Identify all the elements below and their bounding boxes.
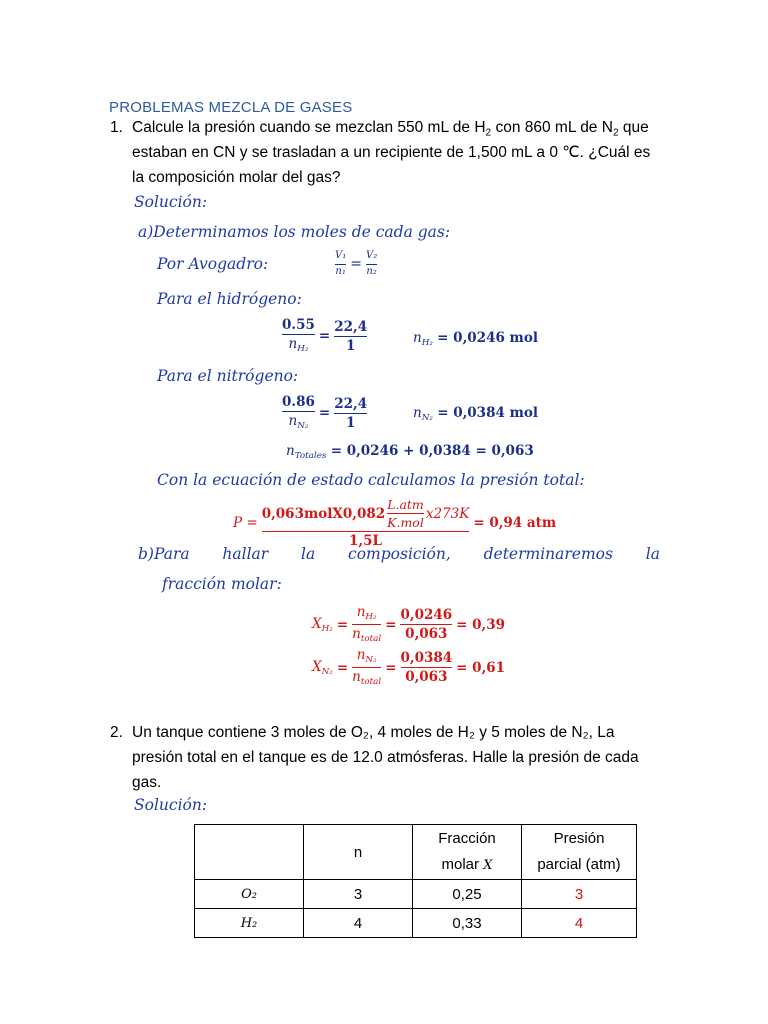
avogadro-label: Por Avogadro:: [157, 255, 269, 273]
hidrogeno-equation: $\frac{0.55}{n_{H_2}}$ = $\frac{22,4}{1}$: [282, 317, 368, 355]
xh2-equation: $X_{H_2}$ = $\frac{n_{H_2}}{n_{total}}$ = $\frac{0,0246}{0,063}$ = 0,39: [312, 604, 506, 645]
table-cell-p: 4: [522, 909, 637, 938]
step-a-heading: a)Determinamos los moles de cada gas:: [138, 223, 451, 241]
avogadro-equation: $\frac{\text{V₁}}{\text{n₁}}$ = $\frac{\text{V₂}}{\text{n₂}}$: [335, 250, 378, 277]
problem-2-number: 2.: [110, 724, 123, 741]
problem-2-line-1: Un tanque contiene 3 moles de O₂, 4 moles de H₂ y 5 moles de N₂, La: [132, 724, 615, 741]
nitrogeno-equation: $\frac{0.86}{n_{N_2}}$ = $\frac{22,4}{1}$: [282, 394, 368, 432]
problem-1-line-3: la composición molar del gas?: [132, 169, 341, 186]
xn2-equation: $X_{N_2}$ = $\frac{n_{N_2}}{n_{total}}$ = $\frac{0,0384}{0,063}$ = 0,61: [312, 647, 506, 688]
hidrogeno-result: $n_{H_2} = 0,0246$ mol: [413, 330, 538, 349]
table-header-fraccion: Fracción molar X: [413, 825, 522, 880]
table-cell-x: 0,25: [413, 880, 522, 909]
table-cell-p: 3: [522, 880, 637, 909]
table-cell-n: 4: [304, 909, 413, 938]
pressure-equation: P = 0,063molX0,082 $\frac{\text{L.atm}}{\text{K.mol}}$ x273K 1,5L = 0,94 atm: [233, 497, 557, 550]
problem-2-line-3: gas.: [132, 774, 162, 791]
table-cell-gas: H₂: [195, 909, 304, 938]
solucion-label-1: Solución:: [134, 193, 208, 211]
table-cell-gas: O₂: [195, 880, 304, 909]
hidrogeno-label: Para el hidrógeno:: [157, 290, 302, 308]
problem-1-line-2: estaban en CN y se trasladan a un recipiente de 1,500 mL a 0 ℃. ¿Cuál es: [132, 144, 651, 161]
table-cell-x: 0,33: [413, 909, 522, 938]
problem-2-line-2: presión total en el tanque es de 12.0 atmósferas. Halle la presión de cada: [132, 749, 639, 766]
solucion-label-2: Solución:: [134, 796, 208, 814]
table-row: [195, 880, 637, 909]
table-header-presion: Presión parcial (atm): [522, 825, 637, 880]
table-row: [195, 909, 637, 938]
step-b-heading-line-2: fracción molar:: [162, 575, 282, 593]
table-cell-n: 3: [304, 880, 413, 909]
document-title: PROBLEMAS MEZCLA DE GASES: [109, 99, 353, 116]
ecuacion-estado-label: Con la ecuación de estado calculamos la presión total:: [157, 471, 585, 489]
step-b-heading-line-1: b)Para hallar la composición, determinaremos la: [138, 545, 660, 563]
nitrogeno-label: Para el nitrógeno:: [157, 367, 299, 385]
problem-1-line-1: Calcule la presión cuando se mezclan 550 mL de $H_2$ con 860 mL de $N_2$ que: [132, 119, 649, 139]
nitrogeno-result: $n_{N_2} = 0,0384$ mol: [413, 405, 538, 424]
table-header-n: n: [304, 825, 413, 880]
table-header-empty: [195, 825, 304, 880]
table-header-row: [195, 825, 637, 880]
problem-1-number: 1.: [110, 119, 123, 136]
partial-pressure-table: [194, 824, 637, 938]
total-moles-equation: $n_{Totales} = 0,0246 + 0,0384 = 0,063$: [286, 443, 534, 462]
